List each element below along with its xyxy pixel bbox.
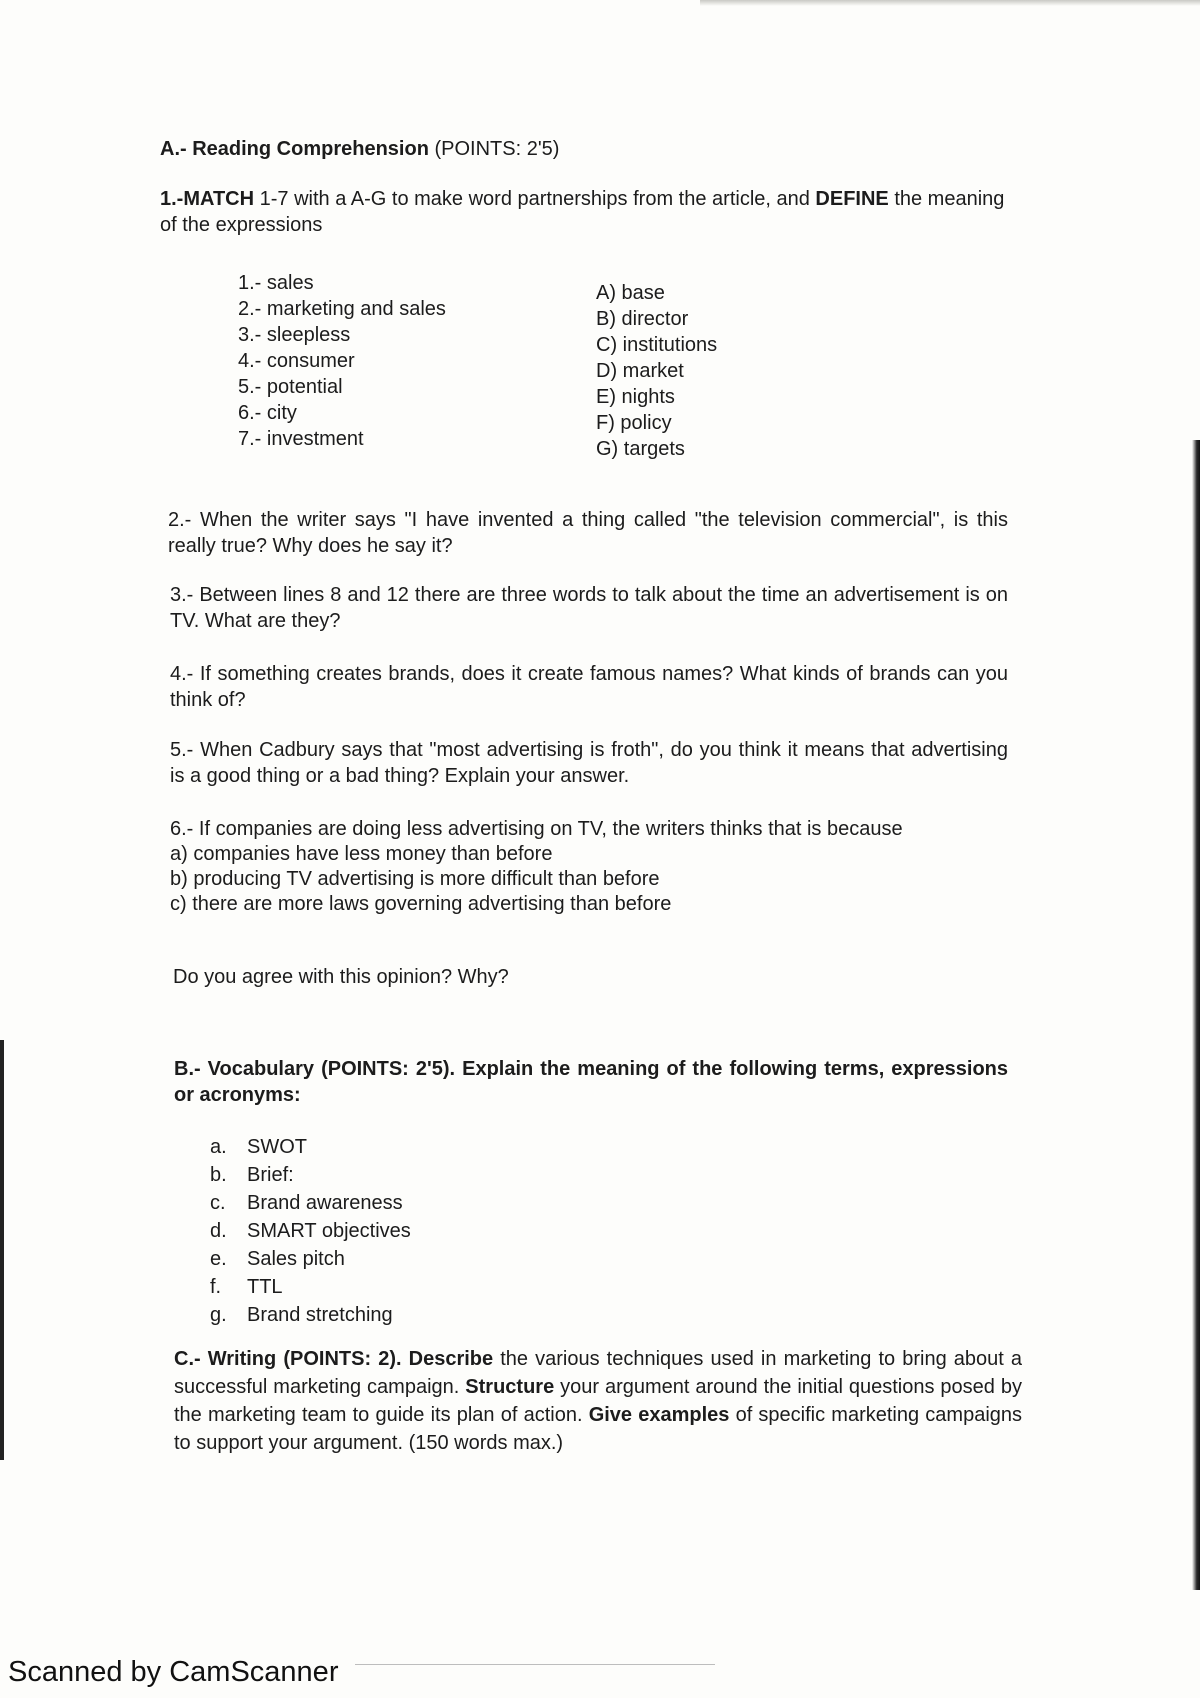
vocab-item (210, 1273, 411, 1301)
q1-define-label: DEFINE (815, 188, 889, 210)
section-c-give-examples: Give examples (588, 1404, 730, 1426)
vocabulary-list (210, 1133, 411, 1329)
section-b-header (174, 1056, 1008, 1108)
section-a-title: A.- Reading Comprehension (160, 138, 429, 160)
q1-match-label: 1.-MATCH (160, 188, 255, 210)
section-b-title: B.- Vocabulary (174, 1058, 315, 1080)
question-5: 5.- When Cadbury says that "most advertising is froth", do you think it means that advertising is a good thing or a bad thing? Explain your answer. (170, 739, 1008, 787)
q6-option-a: a) companies have less money than before (170, 843, 553, 865)
vocab-item (210, 1217, 411, 1245)
section-c-text-2: your argument around the initial questions posed by the marketing team to guide its plan of action. (174, 1376, 1022, 1426)
match-left-item: 4.- consumer (238, 350, 355, 372)
vocab-item (210, 1301, 411, 1329)
q6-options (170, 842, 1020, 917)
match-right-item: D) market (596, 360, 684, 382)
q6-follow-up: Do you agree with this opinion? Why? (173, 966, 509, 988)
vocab-term: SMART objectives (247, 1220, 411, 1242)
vocab-letter: a. (210, 1136, 227, 1158)
vocab-term: SWOT (247, 1136, 307, 1158)
match-left-item: 1.- sales (238, 272, 314, 294)
question-4: 4.- If something creates brands, does it create famous names? What kinds of brands can you think of? (170, 663, 1008, 711)
match-left-item: 7.- investment (238, 428, 364, 450)
vocab-letter: c. (210, 1192, 226, 1214)
scan-edge-right (1192, 440, 1200, 1590)
vocab-term: Brand stretching (247, 1304, 393, 1326)
match-left-item: 6.- city (238, 402, 297, 424)
vocab-term: Brief: (247, 1164, 294, 1186)
q1-instruction-tail: the meaning of the expressions (160, 188, 1005, 236)
section-c-title: C.- Writing (174, 1348, 277, 1370)
section-c-structure: Structure (465, 1376, 555, 1398)
vocab-item (210, 1245, 411, 1273)
q6-option-c: c) there are more laws governing advertising than before (170, 893, 672, 915)
vocab-letter: f. (210, 1276, 222, 1298)
vocab-term: Brand awareness (247, 1192, 403, 1214)
section-c-points: (POINTS: 2). (283, 1348, 402, 1370)
section-c-text-1: the various techniques used in marketing to bring about a successful marketing campaign. (174, 1348, 1023, 1398)
match-right-item: A) base (596, 282, 665, 304)
match-right-item: E) nights (596, 386, 675, 408)
q6-option-b: b) producing TV advertising is more difficult than before (170, 868, 660, 890)
camscanner-watermark: Scanned by CamScanner (8, 1656, 339, 1688)
q6-stem: 6.- If companies are doing less advertising on TV, the writers thinks that is because (170, 818, 903, 840)
vocab-item (210, 1189, 411, 1217)
vocab-letter: g. (210, 1304, 227, 1326)
scan-edge-left (0, 1040, 4, 1460)
match-right-item: B) director (596, 308, 689, 330)
vocab-term: Sales pitch (247, 1248, 345, 1270)
question-3: 3.- Between lines 8 and 12 there are three words to talk about the time an advertisement is on TV. What are they? (170, 584, 1008, 632)
match-right-item: F) policy (596, 412, 672, 434)
vocab-letter: b. (210, 1164, 227, 1186)
match-left-item: 5.- potential (238, 376, 343, 398)
scan-shadow (700, 0, 1200, 6)
q1-instruction: 1-7 with a A-G to make word partnerships from the article, and (254, 188, 816, 210)
match-right-item: C) institutions (596, 334, 718, 356)
section-c-describe: Describe (408, 1348, 494, 1370)
section-c-text-3: of specific marketing campaigns to support your argument. (150 words max.) (174, 1404, 1023, 1454)
section-a-points: (POINTS: 2'5) (434, 138, 560, 160)
match-left-column (238, 270, 446, 452)
question-2: 2.- When the writer says "I have invented a thing called "the television commercial", is this really true? Why does he say it? (168, 509, 1008, 557)
match-left-item: 3.- sleepless (238, 324, 351, 346)
section-a-heading (160, 136, 1020, 162)
match-right-item: G) targets (596, 438, 685, 460)
vocab-item (210, 1161, 411, 1189)
section-b-points: (POINTS: 2'5). (321, 1058, 456, 1080)
question-1 (160, 186, 1020, 238)
watermark-rule (355, 1664, 715, 1665)
vocab-letter: d. (210, 1220, 227, 1242)
match-left-item: 2.- marketing and sales (238, 298, 446, 320)
vocab-item (210, 1133, 411, 1161)
match-right-column (596, 280, 717, 462)
section-b-instruction: Explain the meaning of the following terms, expressions or acronyms: (174, 1058, 1009, 1106)
vocab-letter: e. (210, 1248, 227, 1270)
question-6 (170, 816, 1020, 917)
vocab-term: TTL (247, 1276, 283, 1298)
section-c (174, 1345, 1022, 1457)
